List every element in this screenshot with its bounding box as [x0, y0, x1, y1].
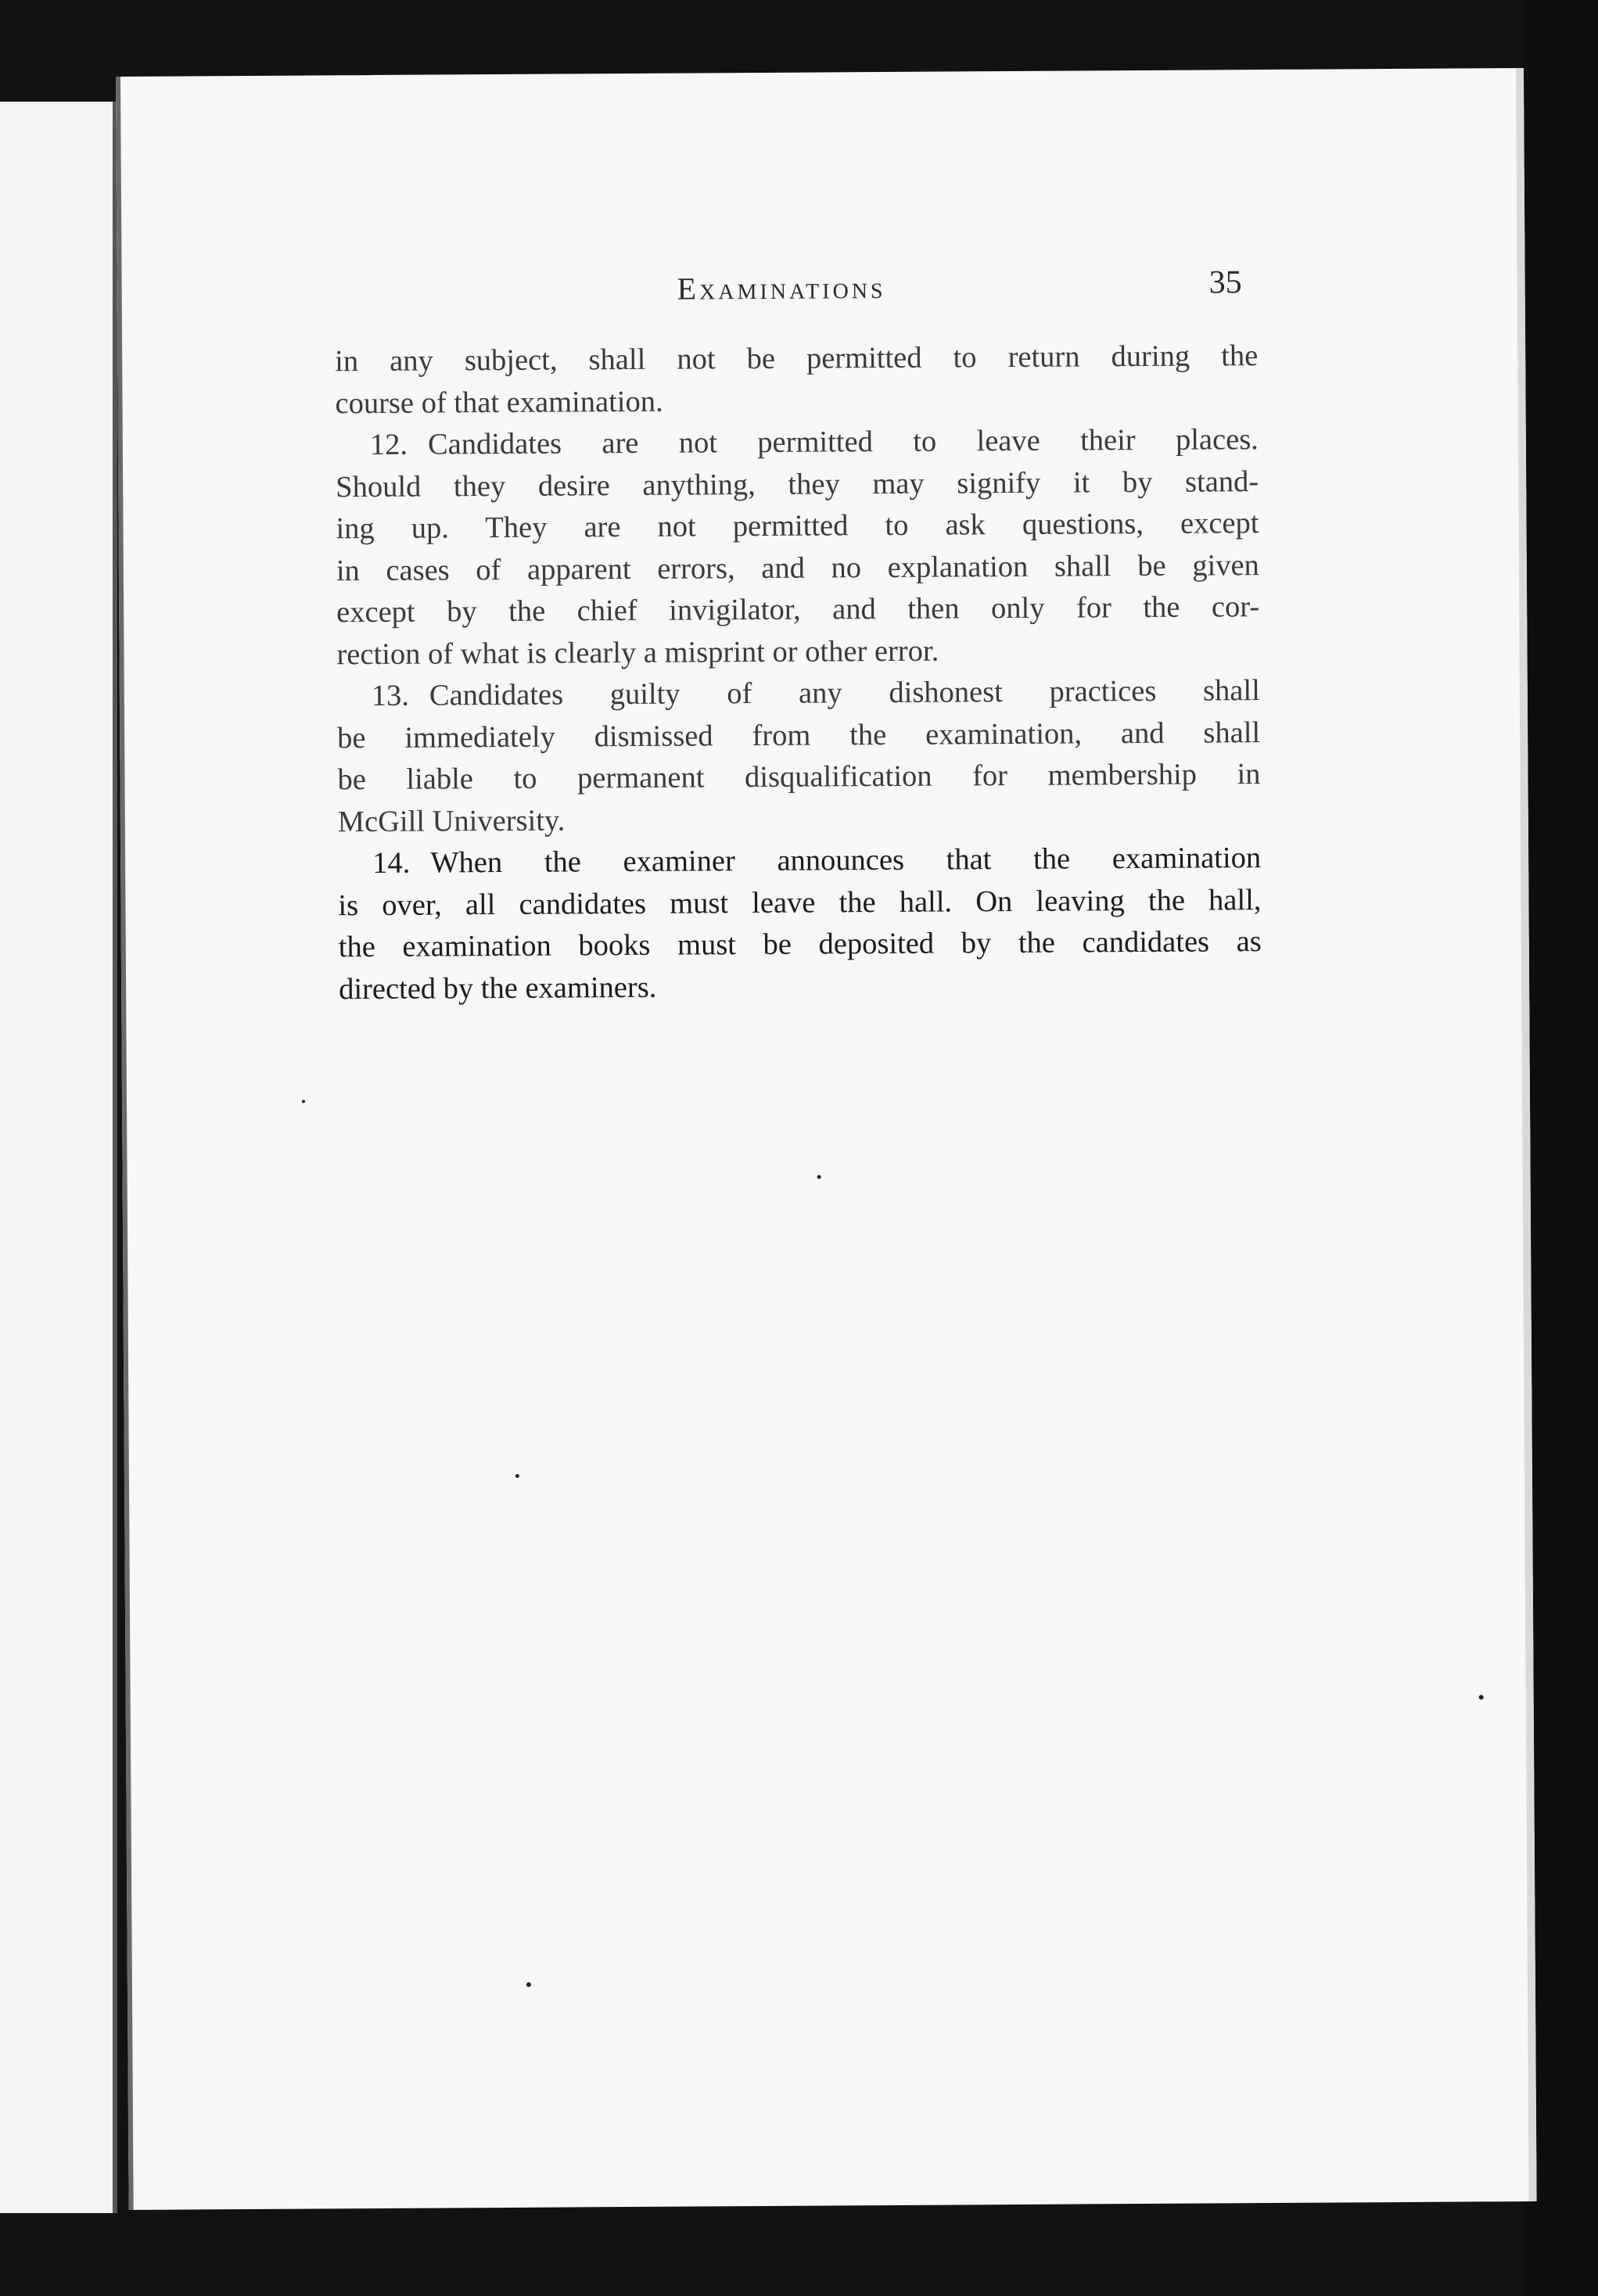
text-line: be liable to permanent disqualification for membership in — [337, 758, 1261, 797]
text-line — [337, 670, 1260, 718]
text-line — [336, 419, 1259, 467]
paragraph-13 — [337, 670, 1261, 843]
dust-speck — [515, 1474, 519, 1478]
paragraph-number: 12. — [369, 428, 408, 462]
text-line: McGill University. — [337, 804, 566, 838]
text-line: rection of what is clearly a misprint or other error. — [336, 634, 939, 671]
paragraph-14 — [338, 838, 1262, 1010]
text-line: be immediately dismissed from the examination, and shall — [337, 716, 1261, 755]
body-text — [335, 335, 1262, 1010]
text-line: is over, all candidates must leave the hall. On leaving the hall, — [338, 883, 1262, 922]
previous-page-edge — [0, 102, 117, 2213]
text-line: course of that examination. — [335, 385, 663, 420]
text-line: ing up. They are not permitted to ask questions, except — [336, 507, 1259, 546]
paragraph-12 — [336, 419, 1260, 676]
text-line: except by the chief invigilator, and then only for the cor- — [336, 590, 1260, 630]
text-line — [338, 838, 1261, 885]
paragraph-number: 14. — [372, 846, 411, 881]
book-page — [116, 68, 1537, 2210]
dust-speck — [817, 1175, 821, 1179]
dust-speck — [1479, 1695, 1484, 1699]
text-line: in any subject, shall not be permitted to return during the — [335, 339, 1259, 378]
running-head: Examinations — [677, 269, 886, 307]
text-line-content: Candidates are not permitted to leave their places. — [427, 423, 1259, 461]
text-line: directed by the examiners. — [339, 970, 657, 1006]
paragraph-continued — [335, 335, 1259, 425]
dust-speck — [302, 1100, 305, 1103]
text-line-content: Candidates guilty of any dishonest practices shall — [429, 674, 1260, 712]
paragraph-number: 13. — [371, 679, 410, 713]
text-line: the examination books must be deposited by the candidates as — [338, 925, 1262, 964]
text-line-content: When the examiner announces that the examination — [430, 841, 1262, 880]
dust-speck — [526, 1982, 531, 1987]
text-line: Should they desire anything, they may signify it by stand- — [336, 465, 1259, 504]
page-number: 35 — [1208, 264, 1242, 301]
page-header — [117, 265, 1525, 321]
text-line: in cases of apparent errors, and no explanation shall be given — [336, 548, 1259, 587]
